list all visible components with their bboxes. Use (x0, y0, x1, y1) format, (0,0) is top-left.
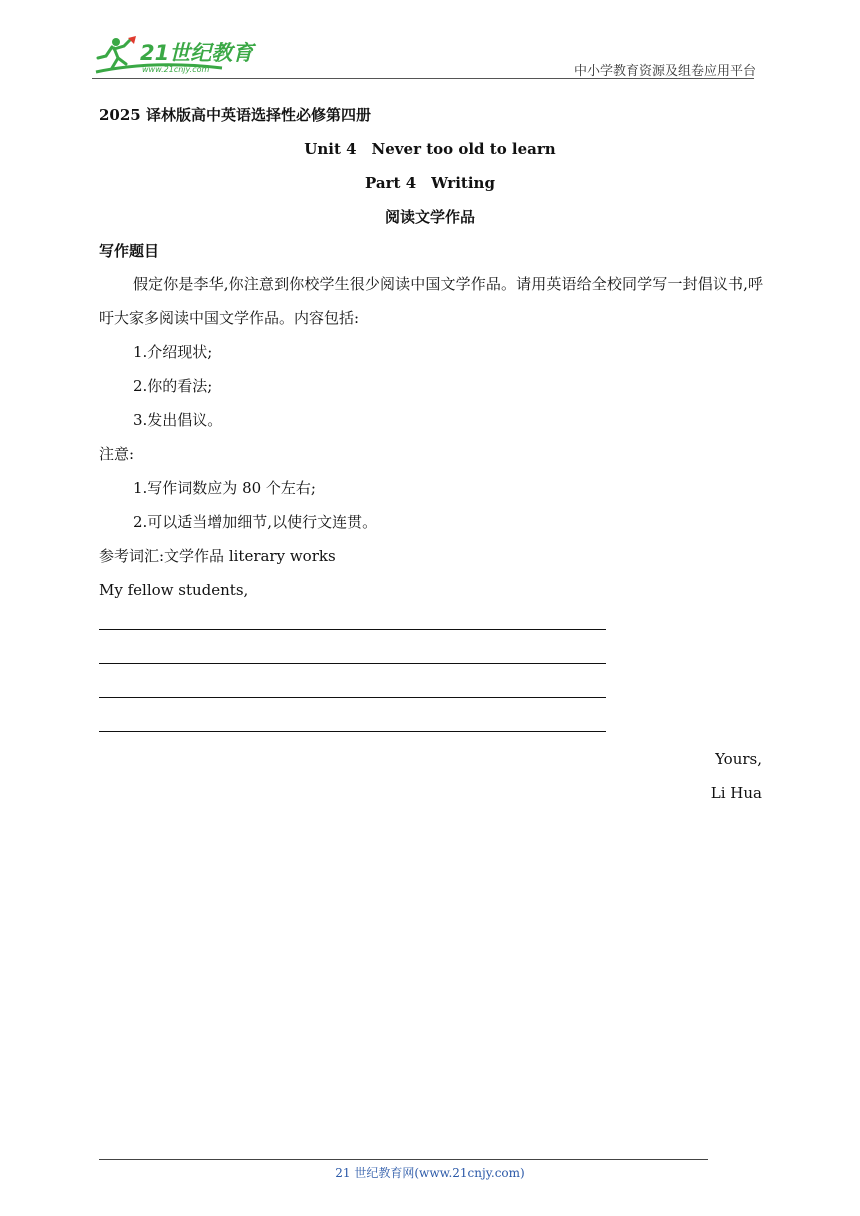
letter-closing: Yours, (715, 750, 762, 768)
section-heading: 写作题目 (99, 242, 160, 260)
site-logo (92, 34, 262, 78)
content-item: 2.你的看法; (133, 377, 213, 395)
letter-salutation: My fellow students, (99, 581, 249, 599)
footer-divider (99, 1159, 708, 1160)
svg-text:www.21cnjy.com: www.21cnjy.com (142, 65, 210, 74)
writing-line[interactable] (99, 697, 606, 698)
notes-label: 注意: (99, 445, 135, 463)
book-title: 2025 译林版高中英语选择性必修第四册 (99, 106, 371, 124)
topic-title: 阅读文学作品 (384, 208, 475, 226)
part-title: Part 4 Writing (365, 174, 495, 192)
runner-logo-icon (92, 34, 262, 78)
svg-text:21世纪教育: 21世纪教育 (140, 41, 254, 65)
header-tagline: 中小学教育资源及组卷应用平台 (573, 64, 756, 79)
writing-line[interactable] (99, 731, 606, 732)
letter-signature: Li Hua (710, 784, 762, 802)
note-item: 1.写作词数应为 80 个左右; (133, 479, 316, 497)
writing-prompt: 假定你是李华,你注意到你校学生很少阅读中国文学作品。请用英语给全校同学写一封倡议书,呼吁大家多阅读中国文学作品。内容包括: (99, 275, 763, 327)
unit-title: Unit 4 Never too old to learn (304, 140, 556, 158)
writing-line[interactable] (99, 629, 606, 630)
header-divider (92, 78, 754, 79)
note-item: 2.可以适当增加细节,以使行文连贯。 (133, 513, 378, 531)
content-item: 1.介绍现状; (133, 343, 213, 361)
writing-line[interactable] (99, 663, 606, 664)
footer-text: 21 世纪教育网(www.21cnjy.com) (335, 1166, 525, 1180)
content-item: 3.发出倡议。 (133, 411, 223, 429)
reference-vocab: 参考词汇:文学作品 literary works (99, 547, 336, 565)
